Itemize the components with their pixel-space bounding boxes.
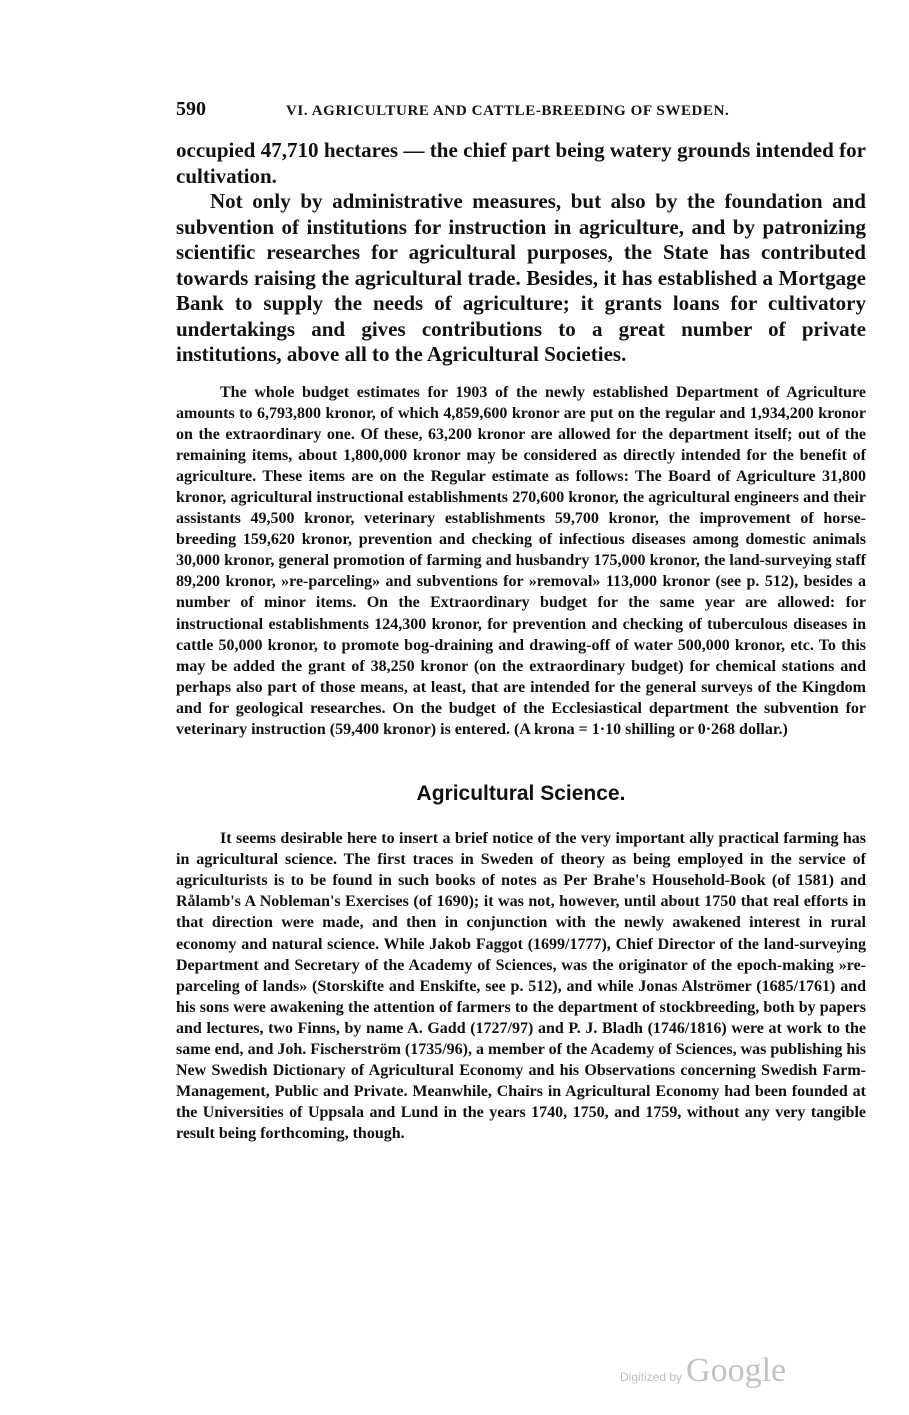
budget-paragraph: The whole budget estimates for 1903 of the newly established Department of Agriculture amounts to 6,793,800 kronor, of which 4,859,600 kronor are put on the regular and 1,934,200 kronor on the extraordinary one. Of these, 63,200 kronor are allowed for the department itself; out of the remaining items, about 1,800,000 kronor may be considered as directly intended for the benefit of agriculture. These items are on the Regular estimate as follows: The Board of Agriculture 31,800 kronor, agricultural instructional establishments 270,600 kronor, the agricultural engineers and their assistants 49,500 kronor, veterinary establishments 59,700 kronor, the improvement of horse-breeding 159,620 kronor, prevention and checking of infectious diseases among domestic animals 30,000 kronor, general promotion of farming and husbandry 175,000 kronor, the land-surveying staff 89,200 kronor, »re-parceling» and subventions for »removal» 113,000 kronor (see p. 512), besides a number of minor items. On the Extraordinary budget for the same year are allowed: for instructional establishments 124,300 kronor, for prevention and checking of tuberculous diseases in cattle 50,000 kronor, to promote bog-draining and drawing-off of water 500,000 kronor, etc. To this may be added the grant of 38,250 kronor (on the extraordinary budget) for chemical stations and perhaps also part of those means, at least, that are intended for the general surveys of the Kingdom and for geological researches. On the budget of the Ecclesiastical department the subvention for veterinary instruction (59,400 kronor) is entered. (A krona = 1·10 shilling or 0·268 dollar.): [176, 383, 866, 738]
agricultural-science-paragraph: It seems desirable here to insert a brief notice of the very important ally practical farming has in agricultural science. The first traces in Sweden of theory as being employed in the service of agriculturists is to be found in such books of notes as Per Brahe's Household-Book (of 1581) and Rålamb's A Nobleman's Exercises (of 1690); it was not, however, until about 1750 that real efforts in that direction were made, and then in conjunction with the newly awakened interest in rural economy and natural science. While Jakob Faggot (1699/1777), Chief Director of the land-surveying Department and Secretary of the Academy of Sciences, was the originator of the epoch-making »re-parceling of lands» (Storskifte and Enskifte, see p. 512), and while Jonas Alströmer (1685/1761) and his sons were awakening the attention of farmers to the department of stockbreeding, both by papers and lectures, two Finns, by name A. Gadd (1727/97) and P. J. Bladh (1746/1816) were at work to the same end, and Joh. Fischerström (1735/96), a member of the Academy of Sciences, was publishing his New Swedish Dictionary of Agricultural Economy and his Observations concerning Swedish Farm-Management, Public and Private. Meanwhile, Chairs in Agricultural Economy had been founded at the Universities of Uppsala and Lund in the years 1740, 1750, and 1759, without any very tangible result being forthcoming, though.: [176, 830, 866, 1143]
digitized-by-label: Digitized by: [620, 1370, 683, 1384]
paragraph-1: occupied 47,710 hectares — the chief part being watery grounds intended for cultivation.: [176, 138, 866, 188]
section-title: Agricultural Science.: [416, 782, 626, 806]
google-logo: Google: [686, 1352, 787, 1389]
running-head: VI. AGRICULTURE AND CATTLE-BREEDING OF SWEDEN.: [286, 103, 730, 119]
page-content: [176, 98, 866, 1145]
page-header: [176, 98, 866, 128]
google-watermark: [620, 1352, 786, 1390]
page-number: 590: [176, 98, 206, 120]
paragraph-2: Not only by administrative measures, but also by the foundation and subvention of institutions for instruction in agriculture, and by patronizing scientific researches for agricultural purposes, the State has contributed towards raising the agricultural trade. Besides, it has established a Mortgage Bank to supply the needs of agriculture; it grants loans for cultivatory undertakings and gives contributions to a great number of private institutions, above all to the Agricultural Societies.: [176, 189, 866, 366]
